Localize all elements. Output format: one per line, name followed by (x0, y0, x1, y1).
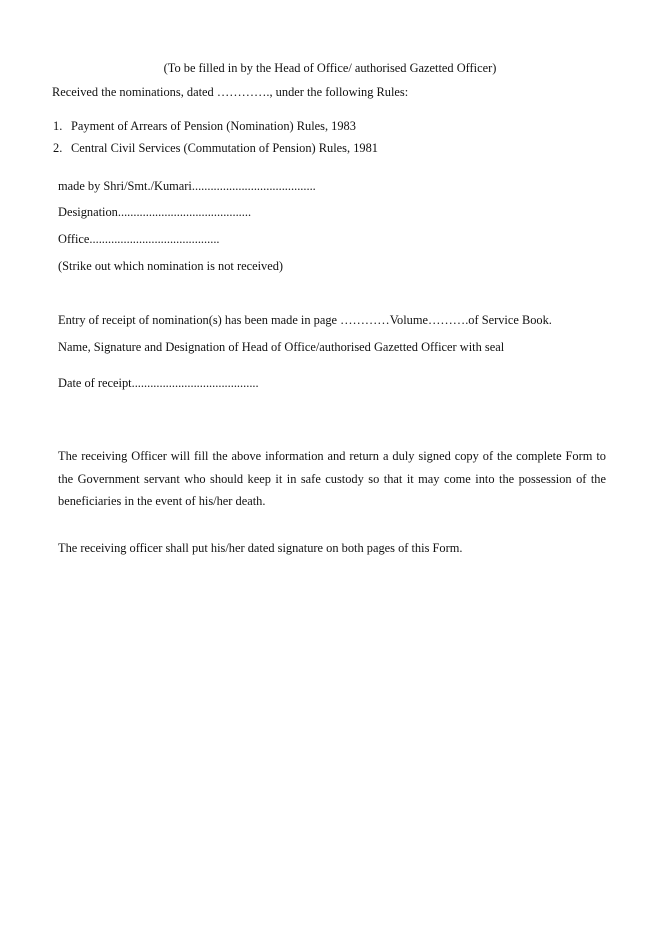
rule-item (53, 118, 356, 134)
rule-number: 2. (53, 141, 63, 155)
signature-instruction-paragraph: The receiving officer shall put his/her dated signature on both pages of this Form. (58, 541, 463, 555)
rule-number: 1. (53, 119, 63, 133)
header-instruction: (To be filled in by the Head of Office/ authorised Gazetted Officer) (163, 61, 497, 75)
rule-item (53, 140, 378, 156)
return-instruction-paragraph: The receiving Officer will fill the above information and return a duly signed copy of the complete Form to the Government servant who should keep it in safe custody so that it may come into the possession of the beneficiaries in the event of his/her death. (58, 449, 606, 508)
rule-text: Central Civil Services (Commutation of Pension) Rules, 1981 (71, 141, 378, 155)
signature-designation-line: Name, Signature and Designation of Head of Office/authorised Gazetted Officer with seal (58, 340, 505, 354)
office-field: Office.......................................... (58, 232, 220, 246)
designation-field: Designation........................................... (58, 205, 252, 219)
rule-text: Payment of Arrears of Pension (Nomination) Rules, 1983 (71, 119, 356, 133)
entry-of-receipt-line: Entry of receipt of nomination(s) has been made in page …………Volume……….of Service Book. (58, 313, 552, 327)
received-nominations-line: Received the nominations, dated …………., under the following Rules: (52, 85, 409, 99)
strike-out-note: (Strike out which nomination is not received) (58, 259, 284, 273)
date-of-receipt-field: Date of receipt......................................... (58, 376, 259, 390)
made-by-field: made by Shri/Smt./Kumari........................................ (58, 179, 316, 193)
